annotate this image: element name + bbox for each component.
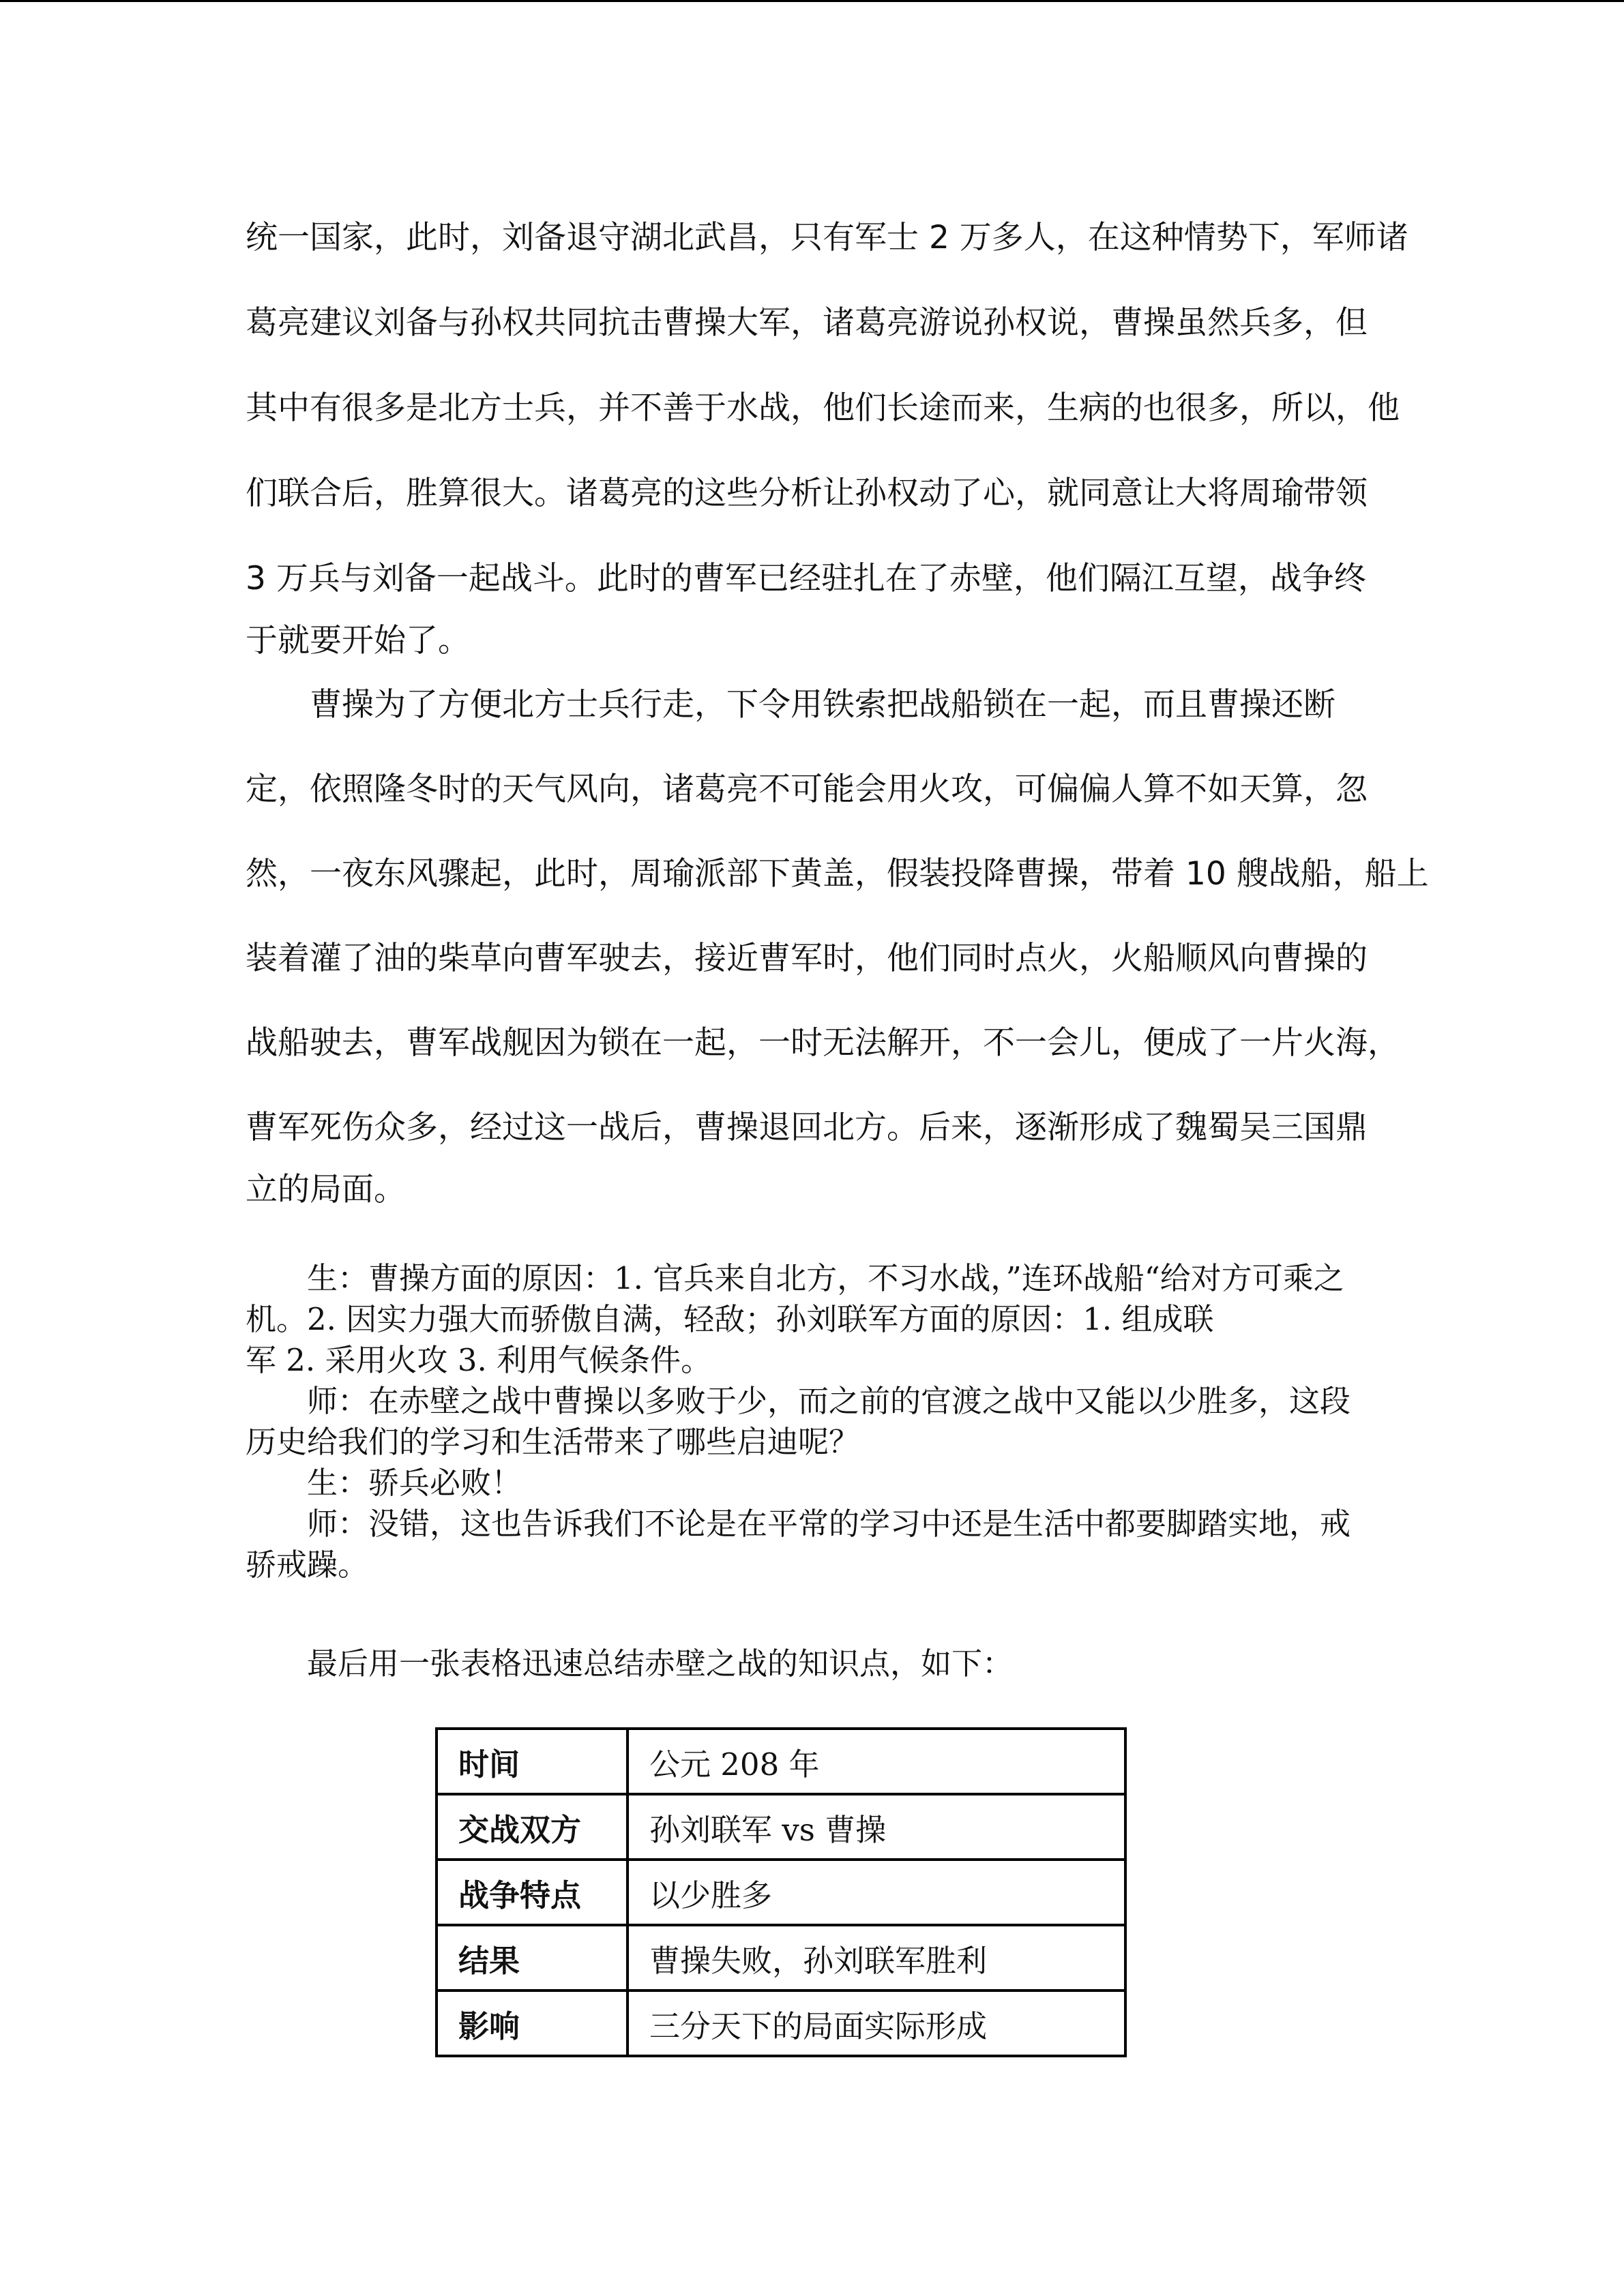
story-line: 于就要开始了。 — [246, 622, 470, 659]
story-line: 曹操为了方便北方士兵行走，下令用铁索把战船锁在一起，而且曹操还断 — [246, 686, 1335, 724]
table-key: 时间 — [437, 1729, 628, 1794]
story-block-1 — [246, 219, 1408, 660]
battle-summary-table — [435, 1727, 1127, 2057]
student-answer-continued: 军 2. 采用火攻 3. 利用气候条件。 — [246, 1342, 712, 1378]
story-line: 装着灌了油的柴草向曹军驶去，接近曹军时，他们同时点火，火船顺风向曹操的 — [246, 940, 1368, 977]
table-value: 曹操失败，孙刘联军胜利 — [628, 1925, 1125, 1991]
table-value: 孙刘联军 vs 曹操 — [628, 1794, 1125, 1860]
student-reply: 生：骄兵必败！ — [307, 1465, 522, 1501]
story-line: 葛亮建议刘备与孙权共同抗击曹操大军，诸葛亮游说孙权说，曹操虽然兵多，但 — [246, 304, 1368, 342]
table-value: 三分天下的局面实际形成 — [628, 1991, 1125, 2056]
page-top-border — [0, 0, 1624, 2]
dialog-block — [246, 1258, 1378, 1585]
table-key: 结果 — [437, 1925, 628, 1991]
table-value: 公元 208 年 — [628, 1729, 1125, 1794]
teacher-question: 师：在赤壁之战中曹操以多败于少，而之前的官渡之战中又能以少胜多，这段历史给我们的学习和生活带来了哪些启迪呢？ — [246, 1383, 1351, 1460]
table-key: 影响 — [437, 1991, 628, 2056]
story-line: 其中有很多是北方士兵，并不善于水战，他们长途而来，生病的也很多，所以，他 — [246, 389, 1400, 427]
summary-intro: 最后用一张表格迅速总结赤壁之战的知识点，如下： — [307, 1645, 1014, 1682]
story-line: 3 万兵与刘备一起战斗。此时的曹军已经驻扎在了赤壁，他们隔江互望，战争终 — [246, 560, 1366, 597]
story-line: 曹军死伤众多，经过这一战后，曹操退回北方。后来，逐渐形成了魏蜀吴三国鼎 — [246, 1109, 1368, 1146]
table-row — [437, 1925, 1125, 1991]
table-row — [437, 1991, 1125, 2056]
story-line: 统一国家，此时，刘备退守湖北武昌，只有军士 2 万多人，在这种情势下，军师诸 — [246, 219, 1408, 256]
teacher-reply: 师：没错，这也告诉我们不论是在平常的学习中还是生活中都要脚踏实地，戒骄戒躁。 — [246, 1506, 1351, 1583]
table-key: 交战双方 — [437, 1794, 628, 1860]
student-answer: 生：曹操方面的原因：1. 官兵来自北方，不习水战，”连环战船“给对方可乘之机。2. 因实力强大而骄傲自满，轻敌；孙刘联军方面的原因：1. 组成联 — [246, 1260, 1344, 1337]
story-line: 们联合后，胜算很大。诸葛亮的这些分析让孙权动了心，就同意让大将周瑜带领 — [246, 475, 1368, 512]
story-line: 定，依照隆冬时的天气风向，诸葛亮不可能会用火攻，可偏偏人算不如天算，忽 — [246, 771, 1368, 808]
story-line: 战船驶去，曹军战舰因为锁在一起，一时无法解开，不一会儿，便成了一片火海， — [246, 1024, 1400, 1062]
table-row — [437, 1729, 1125, 1794]
story-line: 立的局面。 — [246, 1171, 406, 1208]
table-row — [437, 1794, 1125, 1860]
table-key: 战争特点 — [437, 1860, 628, 1925]
story-block-2 — [246, 686, 1429, 1209]
table-value: 以少胜多 — [628, 1860, 1125, 1925]
story-line: 然，一夜东风骤起，此时，周瑜派部下黄盖，假装投降曹操，带着 10 艘战船，船上 — [246, 855, 1429, 893]
table-row — [437, 1860, 1125, 1925]
